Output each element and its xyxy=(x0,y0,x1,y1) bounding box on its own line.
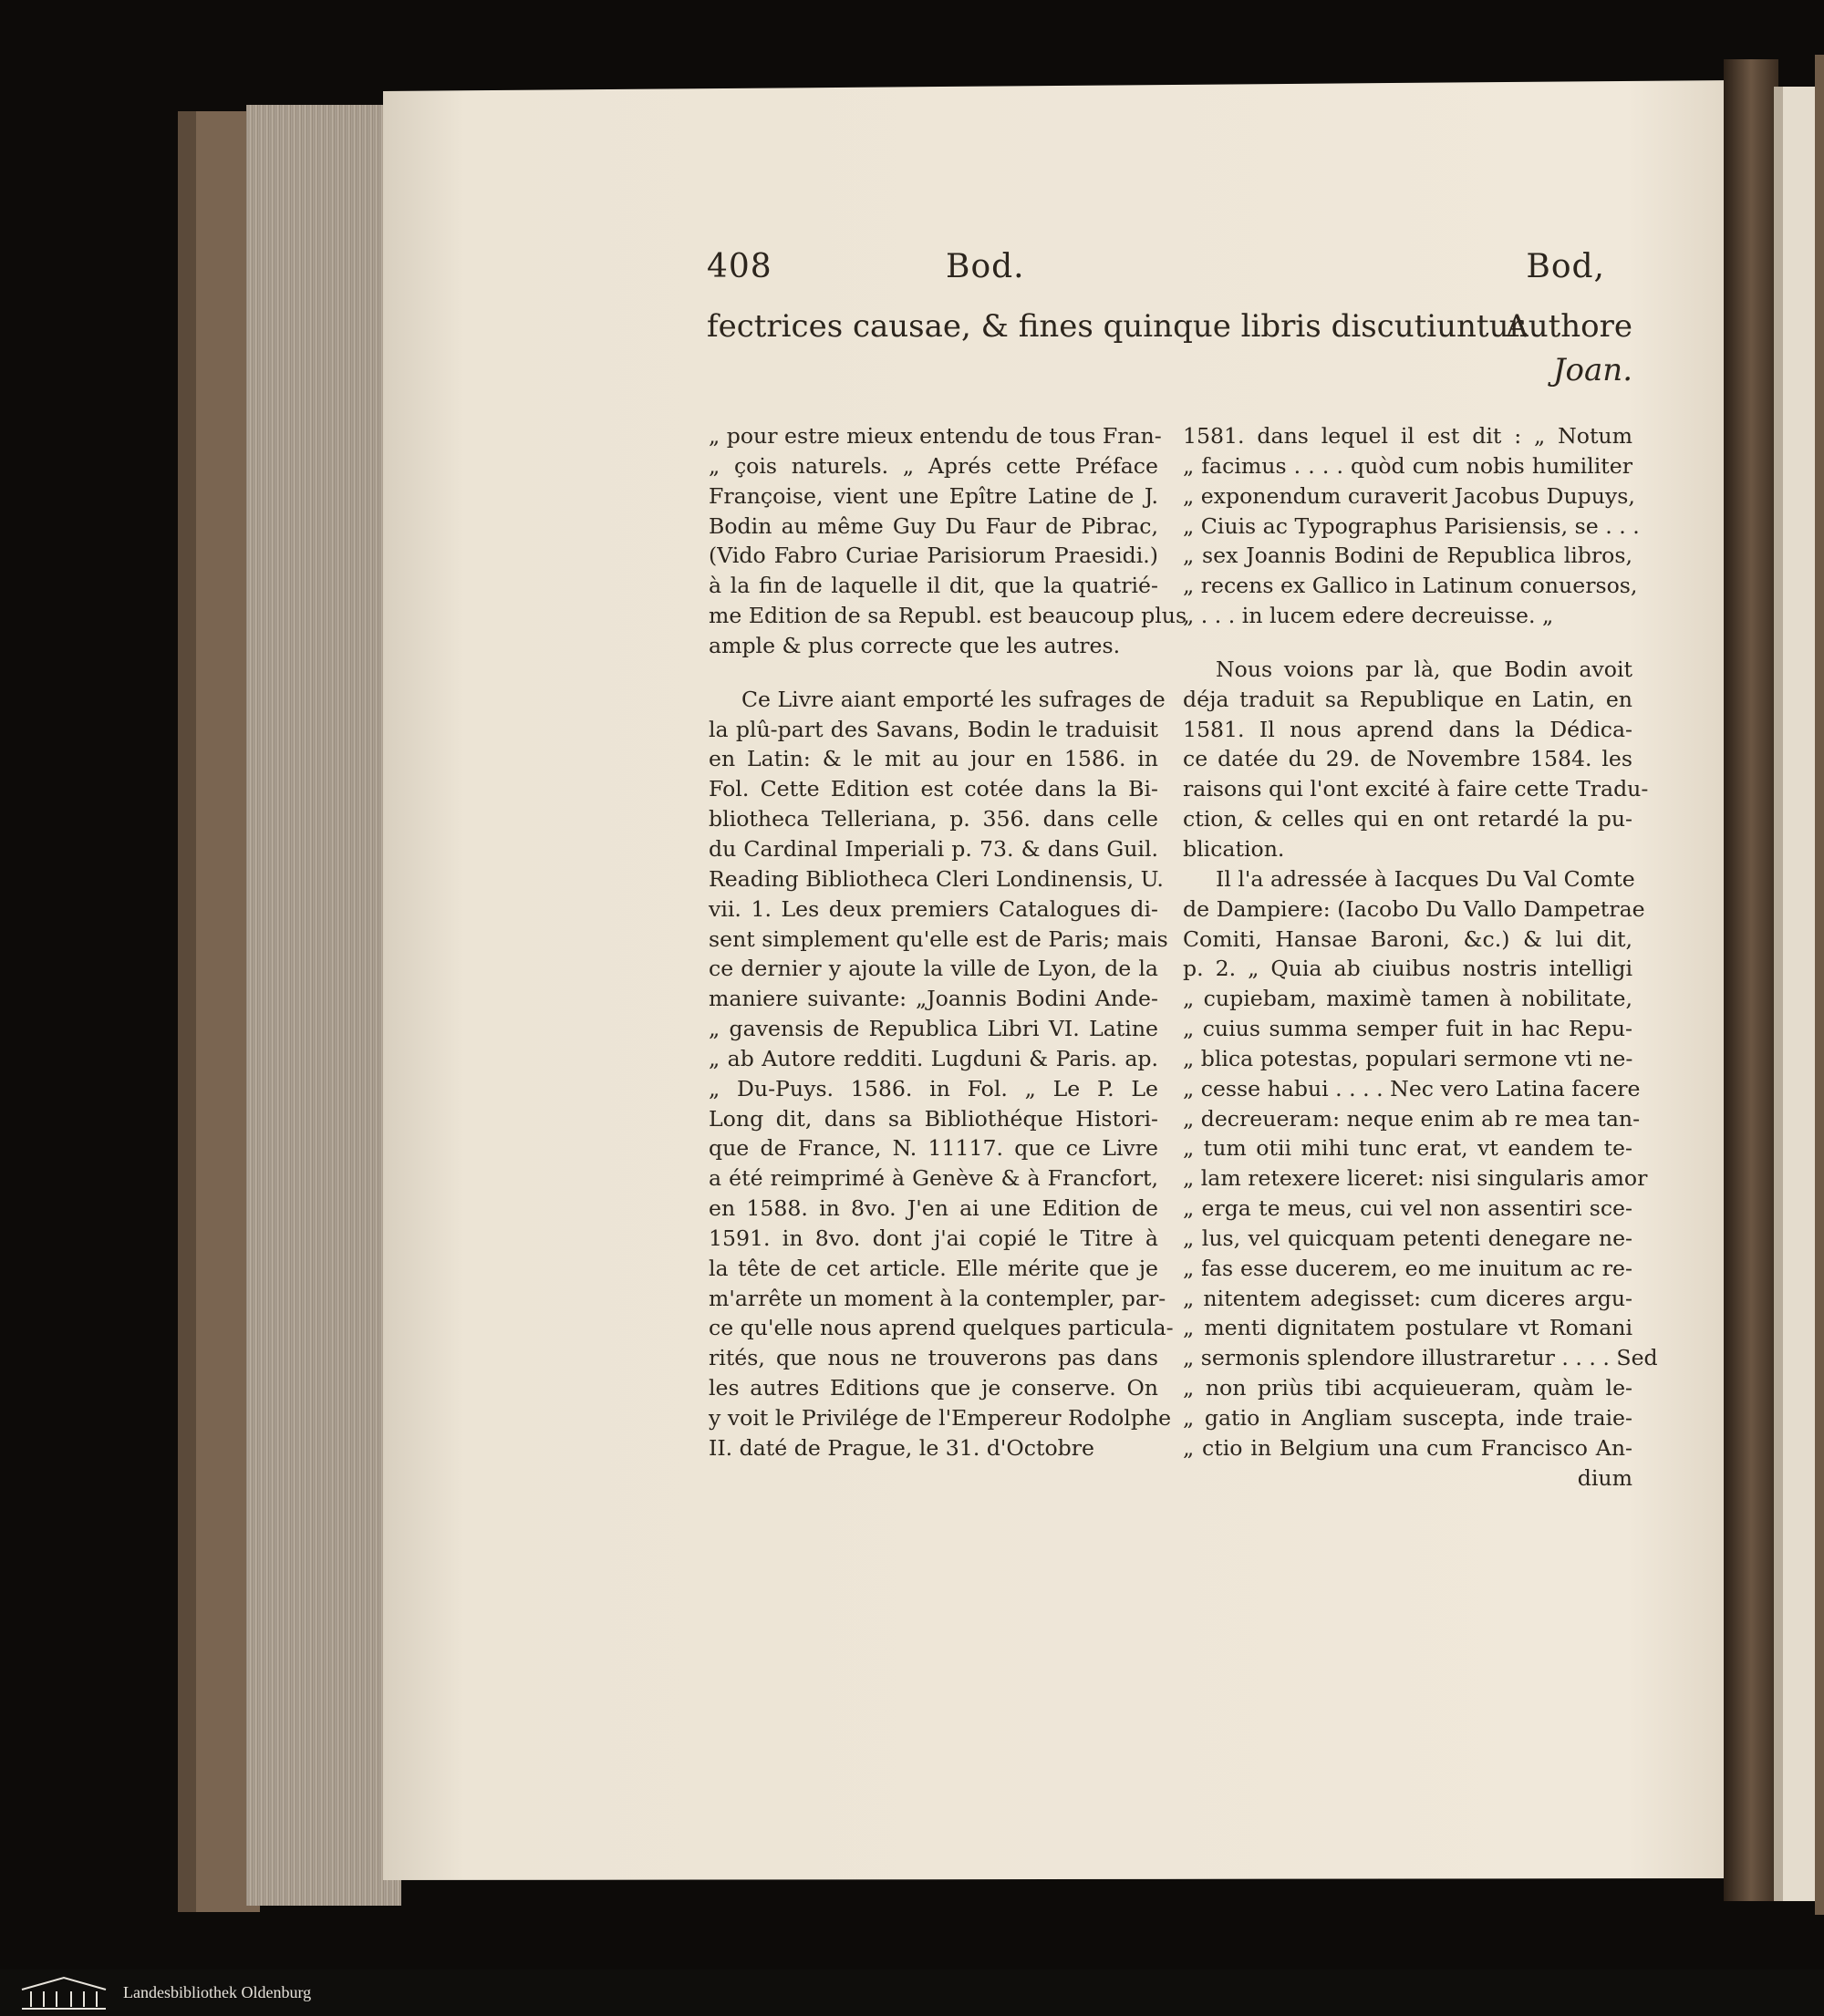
text-line: ce qu'elle nous aprend quelques particula- xyxy=(709,1315,1174,1341)
text-line: déja traduit sa Republique en Latin, en xyxy=(1183,686,1632,712)
text-line: Long dit, dans sa Bibliothéque Histori- xyxy=(709,1105,1158,1132)
text-line: „ fas esse ducerem, eo me inuitum ac re- xyxy=(1183,1255,1632,1281)
title-continuation-text: fectrices causae, & fines quinque libris discutiuntur. xyxy=(707,308,1530,345)
text-line: „ tum otii mihi tunc erat, vt eandem te- xyxy=(1183,1135,1632,1162)
text-line: „ menti dignitatem postulare vt Romani xyxy=(1183,1315,1632,1341)
text-line: rités, que nous ne trouverons pas dans xyxy=(709,1345,1158,1371)
running-head xyxy=(707,248,1632,294)
text-line: à la fin de laquelle il dit, que la quatrié- xyxy=(709,573,1158,599)
text-line: Fol. Cette Edition est cotée dans la Bi- xyxy=(709,776,1158,802)
text-line: Il l'a adressée à Iacques Du Val Comte xyxy=(1216,865,1635,892)
running-head-right: Bod, xyxy=(1526,248,1605,285)
text-line: 1591. in 8vo. dont j'ai copié le Titre à xyxy=(709,1225,1158,1251)
text-line: „ gavensis de Republica Libri VI. Latine xyxy=(709,1016,1158,1042)
text-line: „ decreueram: neque enim ab re mea tan- xyxy=(1183,1105,1641,1132)
page-number: 408 xyxy=(707,248,772,285)
text-line: 1581. Il nous aprend dans la Dédica- xyxy=(1183,716,1632,742)
text-line: raisons qui l'ont excité à faire cette Tradu- xyxy=(1183,776,1649,802)
text-line: en 1588. in 8vo. J'en ai une Edition de xyxy=(709,1195,1158,1222)
right-column xyxy=(1183,421,1658,1494)
text-line: Reading Bibliotheca Cleri Londinensis, U. xyxy=(709,865,1164,892)
text-line: ample & plus correcte que les autres. xyxy=(709,632,1121,658)
library-building-icon xyxy=(18,1975,109,2011)
text-line: „ facimus . . . . quòd cum nobis humiliter xyxy=(1183,452,1632,479)
text-line: ction, & celles qui en ont retardé la pu- xyxy=(1183,806,1632,832)
text-line: du Cardinal Imperiali p. 73. & dans Guil. xyxy=(709,835,1158,862)
text-line: vii. 1. Les deux premiers Catalogues di- xyxy=(709,895,1158,922)
text-line: la plû-part des Savans, Bodin le traduisit xyxy=(709,716,1158,742)
text-line: „ exponendum curaverit Jacobus Dupuys, xyxy=(1183,482,1635,509)
text-line: ce dernier y ajoute la ville de Lyon, de la xyxy=(709,956,1158,982)
text-line: en Latin: & le mit au jour en 1586. in xyxy=(709,746,1158,772)
text-line: bliotheca Telleriana, p. 356. dans celle xyxy=(709,806,1158,832)
text-line: maniere suivante: „Joannis Bodini Ande- xyxy=(709,986,1158,1012)
gutter xyxy=(1724,59,1778,1901)
text-line: dium xyxy=(1577,1464,1632,1491)
text-line: 1581. dans lequel il est dit : „ Notum xyxy=(1183,423,1632,449)
text-line: „ ctio in Belgium una cum Francisco An- xyxy=(1183,1434,1632,1461)
text-line: „ blica potestas, populari sermone vti ne- xyxy=(1183,1045,1633,1071)
paragraph-gap xyxy=(1183,631,1632,655)
library-name: Landesbibliothek Oldenburg xyxy=(123,1983,312,2001)
text-line: me Edition de sa Republ. est beaucoup plus xyxy=(709,603,1187,629)
text-line: Bodin au même Guy Du Faur de Pibrac, xyxy=(709,512,1158,539)
text-line: les autres Editions que je conserve. On xyxy=(709,1375,1158,1401)
text-line: Nous voions par là, que Bodin avoit xyxy=(1216,656,1632,682)
text-line: „ sex Joannis Bodini de Republica libros, xyxy=(1183,543,1632,569)
title-continuation-line-2: Joan. xyxy=(1552,352,1632,388)
text-line: p. 2. „ Quia ab ciuibus nostris intelligi xyxy=(1183,956,1632,982)
text-line: „ erga te meus, cui vel non assentiri sce- xyxy=(1183,1195,1632,1222)
title-continuation-author: Authore xyxy=(1506,308,1632,345)
text-line: (Vido Fabro Curiae Parisiorum Praesidi.) xyxy=(709,543,1158,569)
text-line: „ cuius summa semper fuit in hac Repu- xyxy=(1183,1016,1632,1042)
text-line: blication. xyxy=(1183,835,1285,862)
text-line: „ . . . in lucem edere decreuisse. „ xyxy=(1183,603,1554,629)
running-head-left: Bod. xyxy=(946,248,1025,285)
text-line: „ cupiebam, maximè tamen à nobilitate, xyxy=(1183,986,1632,1012)
text-line: y voit le Privilége de l'Empereur Rodolphe xyxy=(709,1405,1172,1431)
footer-bar xyxy=(0,1969,1824,2016)
text-line: sent simplement qu'elle est de Paris; mais xyxy=(709,925,1168,952)
text-line: „ pour estre mieux entendu de tous Fran- xyxy=(709,423,1162,449)
text-line: „ nitentem adegisset: cum diceres argu- xyxy=(1183,1285,1632,1311)
text-line: a été reimprimé à Genève & à Francfort, xyxy=(709,1165,1158,1192)
text-line: „ lus, vel quicquam petenti denegare ne- xyxy=(1183,1225,1632,1251)
text-line: II. daté de Prague, le 31. d'Octobre xyxy=(709,1434,1095,1461)
text-line: Françoise, vient une Epître Latine de J. xyxy=(709,482,1158,509)
text-line: Comiti, Hansae Baroni, &c.) & lui dit, xyxy=(1183,925,1632,952)
text-line: „ recens ex Gallico in Latinum conuersos, xyxy=(1183,573,1638,599)
text-line: m'arrête un moment à la contempler, par- xyxy=(709,1285,1166,1311)
text-line: „ Ciuis ac Typographus Parisiensis, se . . . xyxy=(1183,512,1640,539)
text-line: „ non priùs tibi acquieueram, quàm le- xyxy=(1183,1375,1632,1401)
text-line: „ çois naturels. „ Aprés cette Préface xyxy=(709,452,1158,479)
title-continuation xyxy=(707,308,1632,345)
text-line: Ce Livre aiant emporté les sufrages de xyxy=(741,686,1166,712)
text-line: de Dampiere: (Iacobo Du Vallo Dampetrae xyxy=(1183,895,1645,922)
text-line: „ gatio in Angliam suscepta, inde traie- xyxy=(1183,1405,1632,1431)
text-line: que de France, N. 11117. que ce Livre xyxy=(709,1135,1158,1162)
left-column xyxy=(709,421,1187,1463)
text-line: „ ab Autore redditi. Lugduni & Paris. ap. xyxy=(709,1045,1158,1071)
text-line: „ Du-Puys. 1586. in Fol. „ Le P. Le xyxy=(709,1075,1158,1101)
text-line: „ sermonis splendore illustraretur . . . . Sed xyxy=(1183,1345,1658,1371)
text-line: la tête de cet article. Elle mérite que je xyxy=(709,1255,1158,1281)
page-edges xyxy=(246,105,401,1906)
text-line: „ lam retexere liceret: nisi singularis amor xyxy=(1183,1165,1648,1192)
text-line: „ cesse habui . . . . Nec vero Latina facere xyxy=(1183,1075,1641,1101)
paragraph-gap xyxy=(709,661,1158,685)
text-line: ce datée du 29. de Novembre 1584. les xyxy=(1183,746,1632,772)
